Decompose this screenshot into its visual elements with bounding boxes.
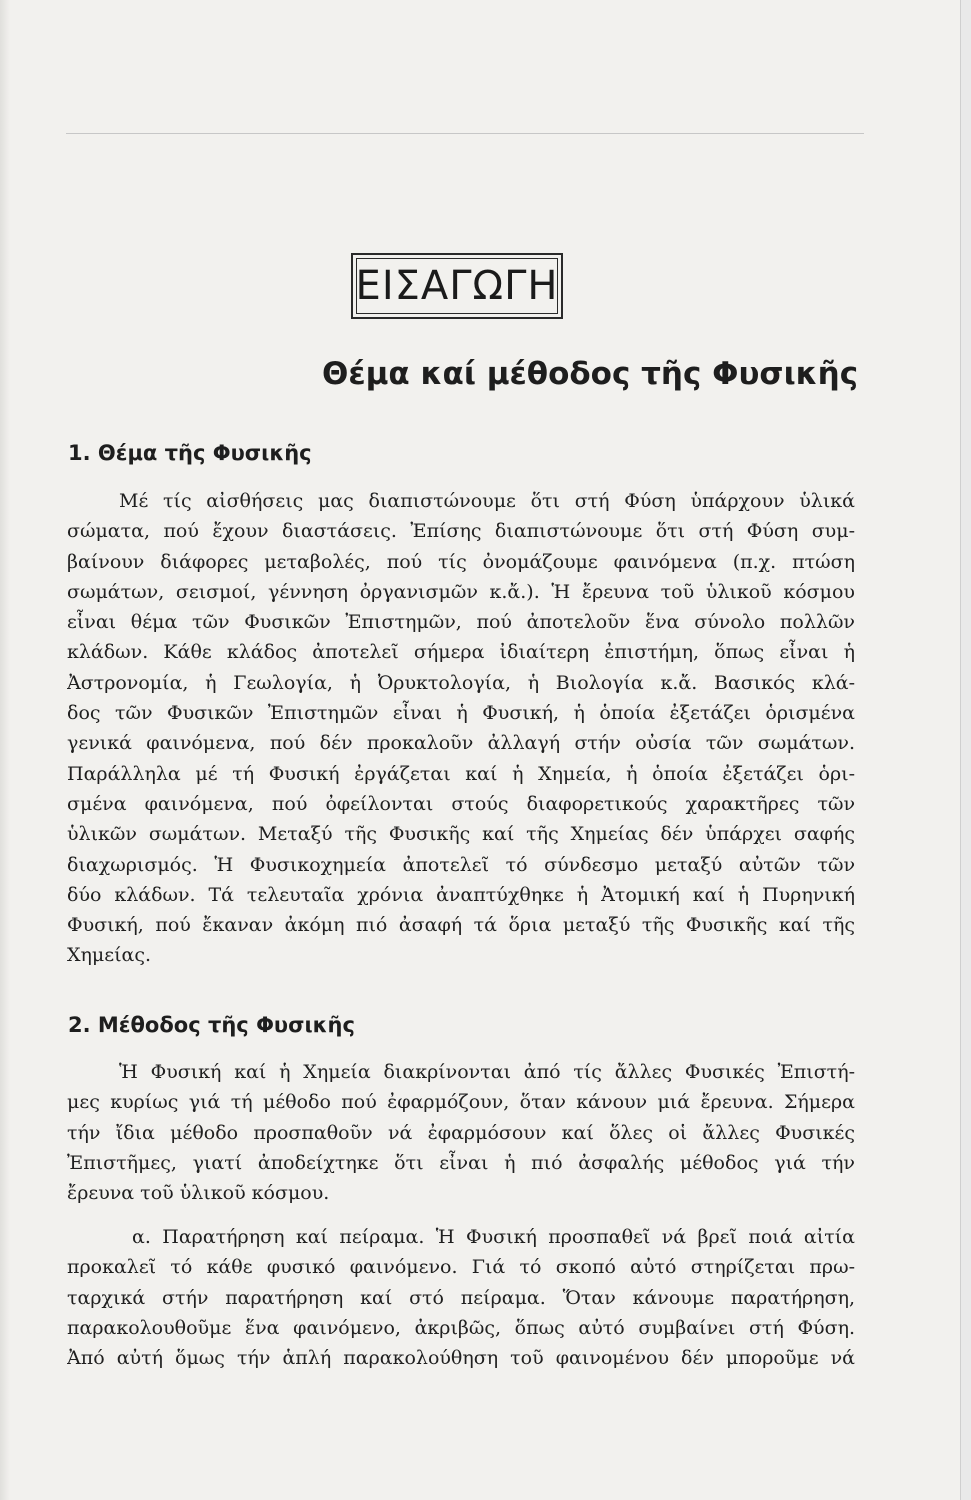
section-1-body xyxy=(67,486,855,971)
text-line: Ἀστρονομία, ἡ Γεωλογία, ἡ Ὀρυκτολογία, ἡ Βιολογία κ.ἄ. Βασικός κλά- xyxy=(67,671,855,694)
section-2-body xyxy=(67,1057,855,1208)
text-line: Χημείας. xyxy=(67,944,152,967)
text-line: γενικά φαινόμενα, πού δέν προκαλοῦν ἀλλαγή στήν οὐσία τῶν σωμάτων. xyxy=(67,732,855,755)
text-line: τήν ἴδια μέθοδο προσπαθοῦν νά ἐφαρμόσουν καί ὅλες οἱ ἄλλες Φυσικές xyxy=(67,1121,855,1144)
text-line: Φυσική, πού ἔκαναν ἀκόμη πιό ἀσαφή τά ὅρια μεταξύ τῆς Φυσικῆς καί τῆς xyxy=(67,914,855,937)
header-rule xyxy=(66,133,864,134)
text-line: προκαλεῖ τό κάθε φυσικό φαινόμενο. Γιά τό σκοπό αὐτό στηρίζεται πρω- xyxy=(67,1256,855,1279)
text-line: Ἐπιστῆμες, γιατί ἀποδείχτηκε ὅτι εἶναι ἡ πιό ἀσφαλής μέθοδος γιά τήν xyxy=(67,1151,855,1174)
text-line: Μέ τίς αἰσθήσεις μας διαπιστώνουμε ὅτι στή Φύση ὑπάρχουν ὑλικά xyxy=(119,490,855,512)
text-line: Παράλληλα μέ τή Φυσική ἐργάζεται καί ἡ Χημεία, ἡ ὁποία ἐξετάζει ὁρι- xyxy=(67,762,855,785)
text-line: εἶναι θέμα τῶν Φυσικῶν Ἐπιστημῶν, πού ἀποτελοῦν ἕνα σύνολο πολλῶν xyxy=(67,611,855,634)
section-2-heading: 2. Μέθοδος τῆς Φυσικῆς xyxy=(68,1013,355,1037)
chapter-title: ΕΙΣΑΓΩΓΗ xyxy=(356,258,558,314)
text-line: Ἀπό αὐτή ὅμως τήν ἁπλή παρακολούθηση τοῦ φαινομένου δέν μποροῦμε νά xyxy=(67,1347,855,1370)
bleed-through-text xyxy=(72,80,862,111)
text-line: σωμάτων, σεισμοί, γέννηση ὀργανισμῶν κ.ἄ.). Ἡ ἔρευνα τοῦ ὑλικοῦ κόσμου xyxy=(67,580,855,603)
section-2a-body xyxy=(67,1222,855,1373)
text-line: δος τῶν Φυσικῶν Ἐπιστημῶν εἶναι ἡ Φυσική, ἡ ὁποία ἐξετάζει ὁρισμένα xyxy=(67,702,855,725)
text-line: ἔρευνα τοῦ ὑλικοῦ κόσμου. xyxy=(67,1182,330,1205)
text-line: κλάδων. Κάθε κλάδος ἀποτελεῖ σήμερα ἰδιαίτερη ἐπιστήμη, ὅπως εἶναι ἡ xyxy=(67,641,855,664)
text-line: σμένα φαινόμενα, πού ὀφείλονται στούς διαφορετικούς χαρακτῆρες τῶν xyxy=(67,792,855,815)
section-1-heading: 1. Θέμα τῆς Φυσικῆς xyxy=(68,441,312,465)
text-line: βαίνουν διάφορες μεταβολές, πού τίς ὀνομάζουμε φαινόμενα (π.χ. πτώση xyxy=(67,550,855,573)
text-line: διαχωρισμός. Ἡ Φυσικοχημεία ἀποτελεῖ τό σύνδεσμο μεταξύ αὐτῶν τῶν xyxy=(67,853,855,876)
text-line: παρακολουθοῦμε ἕνα φαινόμενο, ἀκριβῶς, ὅπως αὐτό συμβαίνει στή Φύση. xyxy=(67,1316,855,1339)
chapter-title-box xyxy=(351,253,563,319)
text-line: σώματα, πού ἔχουν διαστάσεις. Ἐπίσης διαπιστώνουμε ὅτι στή Φύση συμ- xyxy=(67,520,855,543)
text-line: α. Παρατήρηση καί πείραμα. Ἡ Φυσική προσπαθεῖ νά βρεῖ ποιά αἰτία xyxy=(132,1226,855,1248)
text-line: Ἡ Φυσική καί ἡ Χημεία διακρίνονται ἀπό τίς ἄλλες Φυσικές Ἐπιστή- xyxy=(119,1061,855,1083)
text-line: μες κυρίως γιά τή μέθοδο πού ἐφαρμόζουν, ὅταν κάνουν μιά ἔρευνα. Σήμερα xyxy=(67,1091,855,1114)
chapter-subtitle: Θέμα καί μέθοδος τῆς Φυσικῆς xyxy=(322,356,859,392)
text-line: ὑλικῶν σωμάτων. Μεταξύ τῆς Φυσικῆς καί τῆς Χημείας δέν ὑπάρχει σαφής xyxy=(67,823,855,846)
text-line: δύο κλάδων. Τά τελευταῖα χρόνια ἀναπτύχθηκε ἡ Ἀτομική καί ἡ Πυρηνική xyxy=(67,883,855,906)
text-line: ταρχικά στήν παρατήρηση καί στό πείραμα. Ὅταν κάνουμε παρατήρηση, xyxy=(67,1286,855,1309)
